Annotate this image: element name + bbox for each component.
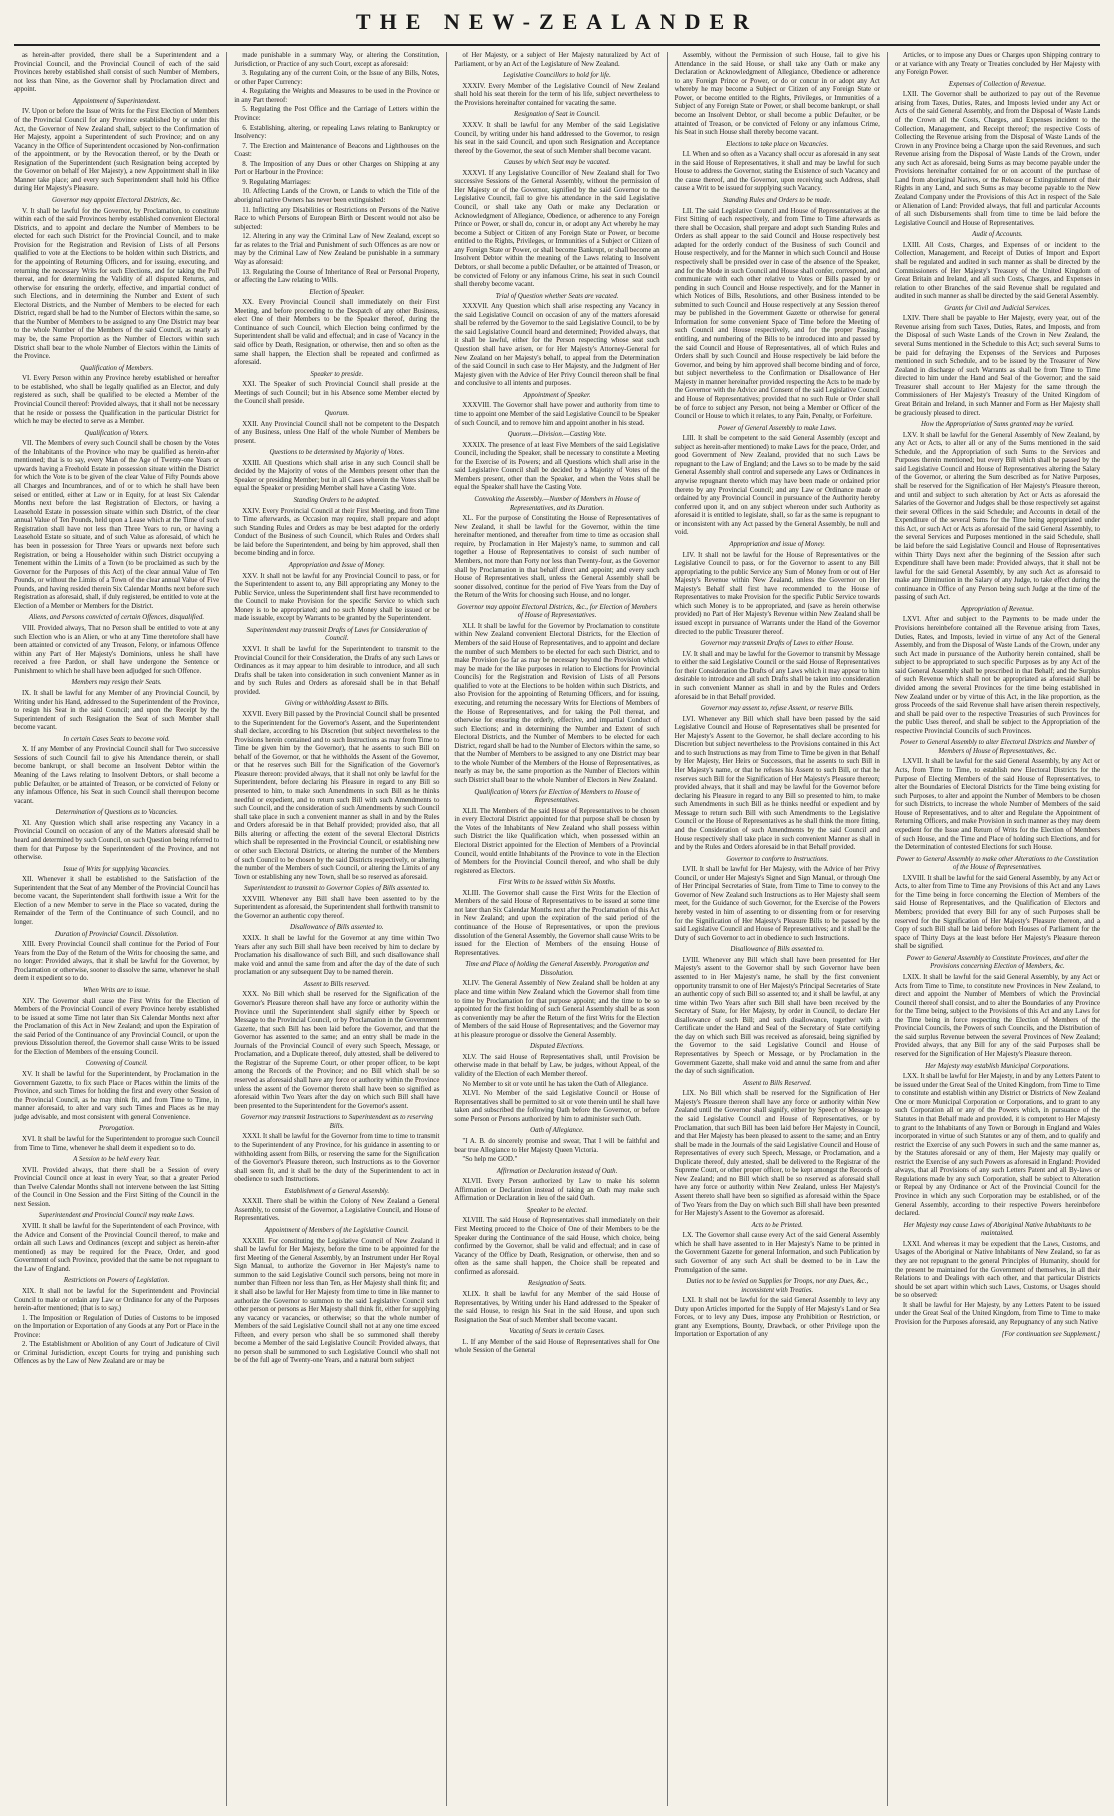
paragraph: L. If any Member of the said House of Representatives shall for One whole Session of the General: [454, 1338, 660, 1355]
section-heading: Appropriation of Revenue.: [960, 605, 1034, 613]
paragraph: XXXVI. If any Legislative Councillor of New Zealand shall for Two successive Sessions of the General Assembly, without the permission of Her Majesty or of the Governor, signified by the said Governor to the Legislative Council, fail to give his attendance in the said Legislative Council, or shall take any Oath or make any Declaration or Acknowledgment of Allegiance, Obedience, or adherence to any Foreign Prince or Power, or shall do, concur in, or adopt any Act whereby he may become a Subject or Citizen of any Foreign State or Power, or become entitled to the Rights, Privileges, or Immunities of a Subject or Citizen of any Foreign State or Power, or shall become Bankrupt, or shall become an Insolvent Debtor within the meaning of the Laws relating to Insolvent Debtors, or shall become a public Defaulter, or be attainted of Treason, or be convicted of Felony or any infamous Crime, his seat in such Council shall thereby become vacant.: [454, 169, 660, 289]
paragraph: XXXI. It shall be lawful for the Governor from time to time to transmit to the Superintendent of any Province, for his guidance in assenting to or withholding assent from Bills, or reserving the same for the Signification of the Governor's Pleasure thereon, such Instructions as to the Governor shall seem fit, and it shall be the duty of the Superintendent to act in obedience to such Instructions.: [234, 1133, 440, 1184]
section-heading: Power to General Assembly to Constitute Provinces, and alter the Provisions concerning Election of Members, &c.: [906, 954, 1089, 971]
column-4: [667, 52, 887, 1806]
continuation-note: [For continuation see Supplement.]: [1001, 1331, 1101, 1339]
section-heading: Resignation of Seat in Council.: [514, 111, 600, 119]
paragraph: 13. Regulating the Course of Inheritance of Real or Personal Property, or affecting the Law relating to Wills.: [234, 268, 440, 285]
paragraph: 1. The Imposition or Regulation of Duties of Customs to be imposed on the Importation or Exportation of any Goods at any Port or Place in the Province:: [14, 1314, 220, 1339]
paragraph: XXXIV. Every Member of the Legislative Council of New Zealand shall hold his seat therein for the term of his life, subject nevertheless to the Provisions hereinafter contained for vacating the same.: [454, 82, 660, 107]
paragraph: LXV. It shall be lawful for the General Assembly of New Zealand, by any Act or Acts, to alter all or any of the Sums mentioned in the said Schedule, and the Appropriation of such Sums to the Services and Purposes therein mentioned; but every Bill which shall be passed by the said Legislative Council and House of Representatives altering the Salary of the Governor, or altering the Sum described as for Native Purposes, shall be reserved for the Signification of Her Majesty's Pleasure thereon, and until and subject to such alteration by Act or Acts as aforesaid the Salaries of the Governor and Judges shall be those respectively set against their several Offices in the said Schedule; and Accounts in detail of the Expenditure of the several Sums for the Time being appropriated under this Act, or such Act or Acts as aforesaid of the said General Assembly, to the several Services and Purposes mentioned in the said Schedule, shall be laid before the said Legislative Council and House of Representatives within Thirty Days next after the beginning of the Session after such Expenditure shall have been made: Provided always, that it shall not be lawful for the said General Assembly, by any such Act as aforesaid to make any Diminution in the Salary of any Judge, to take effect during the continuance in Office of any Person being such Judge at the time of the passing of such Act.: [894, 431, 1101, 602]
section-heading: When Writs are to issue.: [83, 986, 151, 994]
paragraph: XXIV. Every Provincial Council at their First Meeting, and from Time to Time afterwards, as Occasion may require, shall prepare and adopt such Standing Rules and Orders as may be best adapted for the orderly Conduct of the Business of such Council, which Rules and Orders shall be laid before the Superintendent, and being by him approved, shall then become binding and in force.: [234, 507, 440, 558]
paragraph: XIV. The Governor shall cause the First Writs for the Election of Members of the Provincial Council of every Province hereby established to be issued at some Time not later than Six Calendar Months next after the Proclamation of this Act in New Zealand; and upon the Expiration of the said Period of the Continuance of any Provincial Council, or upon the previous Dissolution thereof, the Governor shall cause Writs to be issued for the Election of Members of the ensuing Council.: [14, 997, 220, 1056]
paragraph: IV. Upon or before the Issue of Writs for the First Election of Members of the Provincial Council for any Province established by or under this Act, the Governor of New Zealand shall, subject to the Confirmation of Her Majesty, appoint a Superintendent of such Province; and on any Vacancy in the Office of Superintendent occasioned by Non-confirmation of the appointment, or by the Revocation thereof, or by the Death or Resignation of the Superintendent (such Resignation being accepted by the Governor on behalf of Her Majesty), a new Appointment shall in like Manner take place; and every such Superintendent shall hold his Office during Her Majesty's Pleasure.: [14, 108, 220, 193]
paragraph: XVII. Provided always, that there shall be a Session of every Provincial Council once at least in every Year, so that a greater Period than Twelve Calendar Months shall not intervene between the last Sitting of the Council in One Session and the First Sitting of the Council in the next Session.: [14, 1166, 220, 1208]
section-heading: Power to General Assembly to make other Alterations to the Constitution of the House of Representatives.: [896, 855, 1099, 872]
paragraph: XLII. The Members of the said House of Representatives to be chosen in every Electoral District appointed for that purpose shall be chosen by the Votes of the Inhabitants of New Zealand who shall possess within such District the like Qualification which, when possessed within an Electoral District appointed for the Election of Members of a Provincial Council, would entitle Inhabitants of the Province to vote in the Election of Members for the Provincial Council thereof, and who shall be duly registered as Electors.: [454, 807, 660, 875]
paragraph: LVIII. Whenever any Bill which shall have been presented for Her Majesty's assent to the Governor shall by such Governor have been assented to in Her Majesty's name, he shall by the first convenient opportunity transmit to one of Her Majesty's Principal Secretaries of State an authentic copy of such Bill so assented to; and it shall be lawful, at any time within Two Years after such Bill shall have been received by the Secretary of State, for Her Majesty, by order in Council, to declare Her disallowance of such Bill; and such disallowance, together with a Certificate under the Hand and Seal of the Secretary of State certifying the day on which such Bill was received as aforesaid, being signified by the Governor to the said Legislative Council and House of Representatives by Speech or Message, or by Proclamation in the Government Gazette, shall make void and annul the same from and after the day of such signification.: [674, 956, 880, 1076]
paragraph: IX. It shall be lawful for any Member of any Provincial Council, by Writing under his Hand, addressed to the Superintendent of the Province, to resign his Seat in the said Council; and upon the Receipt by the Superintendent of such Resignation the Seat of such Member shall become vacant.: [14, 689, 220, 732]
column-2: [226, 52, 446, 1806]
section-heading: Disallowance of Bills assented to.: [290, 924, 384, 932]
section-heading: Duration of Provincial Council. Dissolution.: [54, 930, 179, 938]
paragraph: XVIII. It shall be lawful for the Superintendent of each Province, with the Advice and Consent of the Provincial Council thereof, to make and ordain all such Laws and Ordinances (except and subject as herein-after mentioned) as may be required for the Peace, Order, and good Government of such Province, provided that the same be not repugnant to the Law of England.: [14, 1223, 220, 1273]
section-heading: How the Appropriation of Sums granted may be varied.: [920, 421, 1074, 429]
section-heading: Convening of Council.: [85, 1060, 148, 1068]
paragraph: Assembly, without the Permission of such House, fail to give his Attendance in the said House, or shall take any Oath or make any Declaration or Acknowledgment of Allegiance, Obedience or adherence to any Foreign Prince or Power, or do or concur in or adopt any Act whereby he may become a Subject or Citizen of any Foreign State or Power, or become entitled to the Rights, Privileges, or Immunities of a Subject of any Foreign State or Power, or shall become bankrupt, or shall become an Insolvent Debtor, or shall become a public Defaulter, or be attainted of Treason, or be convicted of Felony or any infamous Crime, his Seat in such House shall thereby become vacant.: [674, 52, 880, 137]
column-3: [446, 52, 666, 1806]
paragraph: VIII. Provided always, That no Person shall be entitled to vote at any such Election who is an Alien, or who at any Time theretofore shall have been attainted or convicted of any Treason, Felony, or infamous Offence within any Part of Her Majesty's Dominions, unless he shall have received a free Pardon, or shall have undergone the Sentence or Punishment to which he shall have been adjudged for such Offence.: [14, 625, 220, 675]
paragraph: LVII. It shall be lawful for Her Majesty, with the Advice of her Privy Council, or under Her Majesty's Signet and Sign Manual, or through One of Her Principal Secretaries of State, from Time to Time to convey to the Governor of New Zealand such Instructions as to Her Majesty shall seem meet, for the Guidance of such Governor, for the Exercise of the Powers hereby vested in him of assenting to or dissenting from or for reserving for the Signification of Her Majesty's Pleasure Bills to be passed by the said Legislative Council and House of Representatives; and it shall be the Duty of such Governor to act in obedience to such Instructions.: [674, 866, 880, 942]
paragraph: LXIX. It shall be lawful for the said General Assembly, by any Act or Acts from Time to Time, to constitute new Provinces in New Zealand, to direct and appoint the Number of Members of which the Provincial Council thereof shall consist, and to alter the Boundaries of any Province for the Time being, subject to the Provisions of this Act and any Laws for the Time being in force respecting the Election of Members of the Provincial Councils, the Powers of such Councils, and the Distribution of the said surplus Revenue between the several Provinces of New Zealand; Provided always, that any Bill for any of the said Purposes shall be reserved for the Signification of Her Majesty's Pleasure thereon.: [894, 973, 1101, 1058]
section-heading: Qualification of Members.: [80, 364, 154, 372]
paragraph: XLVIII. The said House of Representatives shall immediately on their First Meeting proceed to the Choice of One of their Members to be the Speaker during the Continuance of the said House, which choice, being confirmed by the Governor, shall be valid and effectual; and in case of Vacancy of the Office by Death, Resignation, or otherwise, then and so often as the same shall happen, the Choice shall be repeated and confirmed as aforesaid.: [454, 1217, 660, 1276]
article-columns: [14, 52, 1100, 1806]
section-heading: Vacating of Seats in certain Cases.: [509, 1328, 605, 1336]
section-heading: Convoking the Assembly.—Number of Members in House of Representatives, and its Duration.: [474, 496, 640, 512]
section-heading: Assent to Bills reserved.: [303, 980, 370, 988]
paragraph: LXIV. There shall be payable to Her Majesty, every year, out of the Revenue arising from such Taxes, Duties, Rates, and Imposts, and from the Disposal of such Waste Lands of the Crown in New Zealand, the several Sums mentioned in the Schedule to this Act; such several Sums to be paid for defraying the Expenses of the Services and Purposes mentioned in such Schedule, and to be issued by the Treasurer of New Zealand in discharge of such Warrants as shall be from Time to Time directed to him under the Hand and Seal of the Governor; and the said Treasurer shall account to Her Majesty for the same through the Commissioners of Her Majesty's Treasury of the United Kingdom of Great Britain and Ireland, in such Manner and Form as Her Majesty shall be graciously pleased to direct.: [894, 315, 1101, 417]
section-heading: Time and Place of holding the General Assembly. Prorogation and Dissolution.: [465, 961, 649, 977]
section-heading: Grants for Civil and Judicial Services.: [944, 304, 1051, 312]
column-1: [14, 52, 226, 1806]
section-heading: Disputed Elections.: [530, 1043, 584, 1051]
paragraph: XL. For the purpose of Constituting the House of Representatives of New Zealand, it shall be lawful for the Governor, within the time hereinafter mentioned, and thereafter from time to time as occasion shall require, by Proclamation in Her Majesty's name, to summon and call together a House of Representatives to consist of such number of Members, not more than Forty nor less than Twenty-four, as the Governor shall by Proclamation in that behalf direct and appoint; and every such House of Representatives shall, unless the General Assembly shall be sooner dissolved, continue for the period of Five Years from the Day of the Return of the Writs for choosing such House, and no longer.: [454, 515, 660, 600]
section-heading: Affirmation or Declaration instead of Oath.: [496, 1167, 618, 1175]
section-heading: Giving or withholding Assent to Bills.: [284, 700, 389, 708]
section-heading: First Writs to be issued within Six Months.: [498, 879, 616, 887]
paragraph: V. It shall be lawful for the Governor, by Proclamation, to constitute within each of the said Provinces hereby established convenient Electoral Districts, and to appoint and declare the Number of Members to be elected for each such District for the Provincial Council, and to make Provision for the Registration and Revision of Lists of all Persons qualified to vote at the Elections to be holden within such Districts, and for the appointing of Returning Officers, and for issuing, executing, and returning the necessary Writs for such Elections, and for taking the Poll thereat, and for determining the Validity of all disputed Returns, and otherwise for ensuring the orderly, effective, and impartial conduct of such Elections, and in determining the Number and Extent of such Electoral Districts, and the Number of Members to be elected for each District, regard shall be had to the Number of Electors within the same, so that the Number of Members to be assigned to any One District may bear to the whole Number of the Members of the said Council, as nearly as may be, the same Proportion as the Number of Electors within such District shall bear to the whole Number of Electors within the Limits of the Province.: [14, 207, 220, 361]
section-heading: Resignation of Seats.: [528, 1280, 586, 1288]
paragraph: 5. Regulating the Post Office and the Carriage of Letters within the Province:: [234, 106, 440, 122]
paragraph: It shall be lawful for Her Majesty, by any Letters Patent to be issued under the Great Seal of the United Kingdom, from Time to Time to make Provision for the Purposes aforesaid, any Repugnancy of any such Native: [894, 1301, 1101, 1326]
paragraph: "I A. B. do sincerely promise and swear, That I will be faithful and bear true Allegiance to Her Majesty Queen Victoria.: [454, 1137, 660, 1154]
section-heading: A Session to be held every Year.: [73, 1156, 161, 1164]
section-heading: Oath of Allegiance.: [530, 1127, 584, 1135]
section-heading: Appropriation and issue of Money.: [729, 540, 826, 548]
section-heading: Establishment of a General Assembly.: [284, 1187, 390, 1195]
paragraph: 3. Regulating any of the current Coin, or the Issue of any Bills, Notes, or other Paper Currency:: [234, 70, 440, 86]
section-heading: Audit of Accounts.: [972, 231, 1023, 239]
paragraph: LXVI. After and subject to the Payments to be made under the Provisions hereinbefore contained all the Revenue arising from Taxes, Duties, Rates, and Imposts, levied in virtue of any Act of the General Assembly, and from the Disposal of Waste Lands of the Crown, under any such Act made in pursuance of the Authority herein contained, shall be subject to be appropriated to such specific Purposes as by any Act of the said General Assembly shall be prescribed in that Behalf; and the Surplus of such Revenue which shall not be appropriated as aforesaid shall be divided among the several Provinces for the time being established in New Zealand under or by virtue of this Act, in the like proportion, as the gross Proceeds of the said Revenue shall have arisen therein respectively, and shall be paid over to the respective Treasuries of such Provinces for the public Uses thereof, and shall be subject to the Appropriation of the respective Provincial Councils of such Provinces.: [894, 616, 1101, 735]
masthead-title: THE NEW-ZEALANDER: [355, 9, 759, 34]
paragraph: 2. The Establishment or Abolition of any Court of Judicature of Civil or Criminal Jurisdiction, except Courts for trying and punishing such Offences as by the Law of New Zealand are or may be: [14, 1341, 220, 1366]
paragraph: LXXI. And whereas it may be expedient that the Laws, Customs, and Usages of the Aboriginal or Native Inhabitants of New Zealand, so far as they are not repugnant to the general Principles of Humanity, should for the present be maintained for the Government of themselves, in all their Relations to and Dealings with each other, and that particular Districts should be set apart within which such Laws, Customs, or Usages should be so observed:: [894, 1240, 1101, 1300]
section-heading: Acts to be Printed.: [751, 1221, 803, 1229]
paragraph: XI. Any Question which shall arise respecting any Vacancy in a Provincial Council on occasion of any of the Matters aforesaid shall be heard and determined by such Council, on such Question being referred to them for that Purpose by the Superintendent of the Province, and not otherwise.: [14, 819, 220, 862]
paragraph: LIV. It shall not be lawful for the House of Representatives or the Legislative Council to pass, or for the Governor to assent to any Bill appropriating to the public Service any Sum of Money from or out of Her Majesty's Revenue within New Zealand, unless the Governor on Her Majesty's Behalf shall first have recommended to the House of Representatives to make Provision for the specific Public Service towards which such Money is to be appropriated, and (save as herein otherwise provided) no Part of Her Majesty's Revenue within New Zealand shall be issued except in pursuance of Warrants under the Hand of the Governor directed to the public Treasurer thereof.: [674, 551, 880, 636]
paragraph: XV. It shall be lawful for the Superintendent, by Proclamation in the Government Gazette, to fix such Place or Places within the limits of the Province, and such Times for holding the first and every other Session of the Provincial Council, as he may think fit, and from Time to Time, in manner aforesaid, to alter and vary such Times and Places as he may judge advisable, and most consistent with general Convenience.: [14, 1071, 220, 1121]
paragraph: XXV. It shall not be lawful for any Provincial Council to pass, or for the Superintendent to assent to, any Bill appropriating any Money to the Public Service, unless the Superintendent shall first have recommended to the Council to make Provision for the specific Service to which such Money is to be appropriated; and no such Money shall be issued or be made issuable, except by Warrants to be granted by the Superintendent.: [234, 572, 440, 623]
section-heading: Trial of Question whether Seats are vacated.: [495, 292, 619, 300]
paragraph: LX. The Governor shall cause every Act of the said General Assembly which he shall have assented to in Her Majesty's Name to be printed in the Government Gazette for general Information, and such Publication by such Governor of any such Act shall be deemed to be in Law the Promulgation of the same.: [674, 1232, 880, 1274]
paragraph: XIX. It shall not be lawful for the Superintendent and Provincial Council to make or ordain any Law or Ordinance for any of the Purposes herein-after mentioned; (that is to say,): [14, 1287, 220, 1313]
paragraph: LXII. The Governor shall be authorized to pay out of the Revenue arising from Taxes, Duties, Rates, and Imposts levied under any Act or Acts of the said General Assembly, and from the Disposal of Waste Lands of the Crown all the Costs, Charges, and Expenses incident to the Collection, Management, and Receipt thereof; the respective Costs of Collecting the Revenue arising from the Disposal of Waste Lands of the Crown in any Province being a Charge upon the said Revenues, and such Revenue arising from the Disposal of Waste Lands of the Crown, under any such Act as aforesaid, being Sums as may become payable under the Provisions hereinafter contained for or on account of the purchase of Land from aboriginal Natives, or the Release or Extinguishment of their Rights in any Land, and such Sums as may become payable to the New Zealand Company under the Provisions of this Act in respect of the Sale or Alienation of Land: Provided always, that full and particular Accounts of all such Disbursements shall from time to time be laid before the Legislative Council and House of Representatives.: [894, 91, 1101, 227]
section-heading: Aliens, and Persons convicted of certain Offences, disqualified.: [29, 614, 205, 622]
paragraph: XXVII. Every Bill passed by the Provincial Council shall be presented to the Superintendent for the Governor's Assent, and the Superintendent shall declare, according to his Discretion (but subject nevertheless to the Provisions herein contained and to such Instructions as may from Time to Time be given him by the Governor), that he assents to such Bill on behalf of the Governor, or that he withholds the Assent of the Governor, or that he reserves such Bill for the Signification of the Governor's Pleasure thereon: provided always, that it shall not only be lawful for the Superintendent, before declaring his Pleasure in regard to any Bill so presented to him, to make such Amendments in such Bill as he thinks needful or expedient, and to return such Bill with such Amendments to such Council, and the consideration of such Amendments by such Council shall take place in such a convenient manner as shall in and by the Rules and Orders aforesaid be in that Behalf provided; provided also, that all Bills altering or affecting the extent of the several Electoral Districts which shall be represented in the Provincial Council, or establishing new or other such Electoral Districts, or altering the number of the Members of such Council to be chosen by the said Districts respectively, or altering the number of the Members of such Council, or altering the Limits of any Town or establishing any new Town, shall be so reserved as aforesaid.: [234, 710, 440, 881]
section-heading: Assent to Bills Reserved.: [743, 1079, 812, 1087]
section-heading: Quorum.—Division.—Casting Vote.: [507, 431, 607, 439]
paragraph: LXVIII. It shall be lawful for the said General Assembly, by any Act or Acts, to alter from Time to Time any Provisions of this Act and any Laws for the Time being in force concerning the Election of Members of the said House of Representatives, and the Qualification of Electors and Members; provided that every Bill for any of such Purposes shall be reserved for the Signification of Her Majesty's Pleasure thereon, and a Copy of such Bill shall be laid before both Houses of Parliament for the space of Thirty Days at the least before Her Majesty's Pleasure thereon shall be signified.: [894, 874, 1101, 951]
section-heading: Appropriation and Issue of Money.: [288, 561, 385, 569]
paragraph: XXX. No Bill which shall be reserved for the Signification of the Governor's Pleasure thereon shall have any force or authority within the Province until the Superintendent shall signify either by Speech or Message to the Provincial Council, or by Proclamation in the Government Gazette, that such Bill has been laid before the Governor, and that the Governor has assented to the same; and an entry shall be made in the Journals of the Provincial Council of every such Speech, Message, or Proclamation, and a Duplicate thereof, duly attested, shall be delivered to the Registrar of the Supreme Court, or other proper officer, to be kept among the Records of the Province; and no Bill which shall be so reserved as aforesaid shall have any force or authority within the Province unless the assent of the Governor thereto shall have been so signified as aforesaid within Two Years after the day on which such Bill shall have been presented to the Superintendent for the Governor's assent.: [234, 991, 440, 1110]
paragraph: XX. Every Provincial Council shall immediately on their First Meeting, and before proceeding to the Despatch of any other Business, elect One of their Members to be the Speaker thereof, during the Continuance of such Council, which Election being confirmed by the Superintendent shall be valid and effectual; and in case of Vacancy in the said office by Death, Resignation, or otherwise, then and so often as the same shall happen, the Election shall be repeated and confirmed as aforesaid.: [234, 299, 440, 367]
section-heading: Governor to conform to Instructions.: [726, 855, 829, 863]
section-heading: Superintendent to transmit to Governor Copies of Bills assented to.: [243, 885, 430, 893]
paragraph: "So help me GOD.": [462, 1156, 518, 1164]
paragraph: LIX. No Bill which shall be reserved for the Signification of Her Majesty's Pleasure thereon shall have any force or authority within New Zealand until the Governor shall signify, either by Speech or Message to the said Legislative Council and House of Representatives, or by Proclamation, that such Bill has been laid before Her Majesty in Council, and that Her Majesty has been pleased to assent to the same; and an Entry shall be made in the Journals of the said Legislative Council and House of Representatives of every such Speech, Message, or Proclamation, and a Duplicate thereof, duly attested, shall be delivered to the Registrar of the Supreme Court, or other proper officer, to be kept amongst the Records of New Zealand; and no Bill which shall be so reserved as aforesaid shall have any force or authority within New Zealand, unless Her Majesty's Assent thereto shall have been so signified as aforesaid within the Space of Two Years from the Day on which such Bill shall have been presented for Her Majesty's Assent to the Governor as aforesaid.: [674, 1090, 880, 1218]
paragraph: XXXII. There shall be within the Colony of New Zealand a General Assembly, to consist of the Governor, a Legislative Council, and House of Representatives.: [234, 1198, 440, 1223]
paragraph: LXIII. All Costs, Charges, and Expenses of or incident to the Collection, Management, and Receipt of Duties of Import and Export shall be regulated and audited in such manner as shall be directed by the Commissioners of Her Majesty's Treasury of the United Kingdom of Great Britain and Ireland, and all such Costs, Charges, and Expenses in relation to other Branches of the said Revenue shall be regulated and audited in such manner as shall be directed by the said General Assembly.: [894, 241, 1101, 301]
paragraph: Articles, or to impose any Dues or Charges upon Shipping contrary to or at variance with any Treaty or Treaties concluded by Her Majesty with any Foreign Power.: [894, 52, 1101, 77]
section-heading: Determination of Questions as to Vacancies.: [55, 809, 178, 817]
section-heading: Prorogation.: [98, 1125, 135, 1133]
paragraph: LI. When and so often as a Vacancy shall occur as aforesaid in any seat in the said House of Representatives, it shall and may be lawful for such House to address the Governor, stating the Existence of such Vacancy and the cause thereof, and the Governor, upon receiving such Address, shall cause a Writ to be issued for supplying such Vacancy.: [674, 151, 880, 193]
section-heading: Standing Rules and Orders to be made.: [723, 197, 832, 204]
section-heading: Legislative Councillors to hold for life.: [503, 72, 611, 80]
paragraph: 11. Inflicting any Disabilities or Restrictions on Persons of the Native Race to which Persons of European Birth or Descent would not also be subjected:: [234, 206, 440, 231]
paragraph: No Member to sit or vote until he has taken the Oath of Allegiance.: [462, 1080, 649, 1088]
section-heading: Expenses of Collection of Revenue.: [948, 80, 1046, 88]
paragraph: XVI. It shall be lawful for the Superintendent to prorogue such Council from Time to Time, whenever he shall deem it expedient so to do.: [14, 1135, 220, 1152]
section-heading: Power to General Assembly to alter Electoral Districts and Number of Members of House of Representatives, &c.: [900, 739, 1095, 755]
paragraph: 9. Regulating Marriages:: [242, 178, 311, 186]
paragraph: XLI. It shall be lawful for the Governor by Proclamation to constitute within New Zealand convenient Electoral Districts, for the Election of Members of the said House of Representatives, and to appoint and declare the number of such Members to be elected for each such District, and to make Provision (so far as may be necessary beyond the Provision which may be made for the like purposes in relation to Elections for Provincial Councils) for the Registration and Revision of Lists of all Persons qualified to vote at the Elections to be holden within such Districts, and also Provision for the appointing of Returning Officers, and for issuing, executing, and returning the necessary Writs for Elections of Members of the House of Representatives, and for taking the Poll thereat, and otherwise for ensuring the orderly, effective, and impartial Conduct of such Elections; and in determining the Number and Extent of such Electoral Districts, and the Number of Members to be elected for each District, regard shall be had to the Number of Electors within the same, so that the Number of Members to be assigned to any one District may bear to the whole Number of the Members of the House of Representatives, as nearly as may be, the same proportion as the Number of Electors within such District shall bear to the whole Number of Electors in New Zealand.: [454, 622, 660, 784]
section-heading: Election of Speaker.: [309, 288, 365, 296]
section-heading: Her Majesty may cause Laws of Aboriginal Native Inhabitants to be maintained.: [903, 1221, 1092, 1238]
section-heading: Power of General Assembly to make Laws.: [718, 424, 837, 432]
paragraph: XXIII. All Questions which shall arise in any such Council shall be decided by the Majority of votes of the Members present other than the Speaker or presiding Member; but in all Cases wherein the Votes shall be equal the Speaker or presiding Member shall have a Casting Vote.: [234, 459, 440, 493]
section-heading: Her Majesty may establish Municipal Corporations.: [925, 1062, 1070, 1070]
section-heading: In certain Cases Seats to become void.: [63, 735, 170, 743]
section-heading: Quorum.: [324, 409, 350, 417]
section-heading: Appointment of Superintendent.: [72, 97, 161, 105]
paragraph: XLV. The said House of Representatives shall, until Provision be otherwise made in that behalf by Law, be judges, without Appeal, of the validity of the Election of each Member thereof.: [454, 1053, 660, 1078]
section-heading: Governor may appoint Electoral Districts, &c., for Election of Members of House of Representatives.: [457, 603, 657, 620]
section-heading: Standing Orders to be adopted.: [293, 497, 381, 504]
section-heading: Governor may transmit Drafts of Laws to either House.: [700, 640, 854, 648]
masthead: [14, 0, 1100, 46]
paragraph: XLIV. The General Assembly of New Zealand shall be holden at any place and time within New Zealand which the Governor shall from time to time by Proclamation for that purpose appoint; and the time to be so appointed for the first holding of such General Assembly shall be as soon as conveniently may be after the Return of the first Writs for the Election of Members of the said House of Representatives; and the Governor may at his pleasure prorogue or dissolve the General Assembly.: [454, 980, 660, 1039]
paragraph: XXXIX. The presence of at least Five Members of the said Legislative Council, including the Speaker, shall be necessary to constitute a Meeting for the Exercise of its Powers; and all Questions which shall arise in the said Legislative Council shall be decided by a Majority of Votes of the Members present, other than the Speaker, and when the Votes shall be equal the Speaker shall have the Casting Vote.: [454, 441, 660, 492]
section-heading: Qualification of Voters.: [84, 429, 149, 437]
section-heading: Superintendent may transmit Drafts of Laws for Consideration of Council.: [246, 626, 427, 643]
section-heading: Governor may assent to, refuse Assent, or reserve Bills.: [700, 705, 854, 713]
paragraph: of Her Majesty, or a subject of Her Majesty naturalized by Act of Parliament, or by an Act of the Legislature of New Zealand.: [454, 52, 660, 68]
section-heading: Members may resign their Seats.: [71, 679, 162, 687]
paragraph: XLIII. The Governor shall cause the First Writs for the Election of Members of the said House of Representatives to be issued at some time not later than Six Calendar Months next after the Proclamation of this Act in New Zealand; and upon the expiration of the said period of the continuance of the House of Representatives, or upon the previous dissolution of the General Assembly, the Governor shall cause Writs to be issued for the Election of Members of the ensuing House of Representatives.: [454, 889, 660, 957]
section-heading: Restrictions on Powers of Legislation.: [63, 1277, 170, 1285]
section-heading: Speaker to preside.: [310, 370, 364, 378]
section-heading: Superintendent and Provincial Council may make Laws.: [38, 1212, 195, 1220]
paragraph: XIII. Every Provincial Council shall continue for the Period of Four Years from the Day of the Return of the Writs for choosing the same, and no longer: Provided always, that it shall be lawful for the Governor, by Proclamation or otherwise, sooner to dissolve the same, whenever he shall deem it expedient so to do.: [14, 941, 220, 983]
paragraph: VII. The Members of every such Council shall be chosen by the Votes of the Inhabitants of the Province who may be qualified as herein-after mentioned; that is to say, every Man of the Age of Twenty-one Years or upwards having a Freehold Estate in possession situate within the District for which the Vote is to be given of the clear Value of Fifty Pounds above all Charges and Incumbrances, and of or to which he shall have been seised or entitled, either at Law or in Equity, for at least Six Calendar Months next before the last Registration of Electors, or having a Leasehold Estate in possession situate within such District, of the clear annual Value of Ten Pounds, held upon a Lease which at the Time of such Registration shall have not less than Three Years to run, or having a Leasehold Estate so situate, and of such Value as aforesaid, of which he has been in possession for Three Years or upwards next before such Registration, or being a Householder within such District occupying a Tenement within the Limits of a Town (to be proclaimed as such by the Governor for the Purposes of this Act) of the clear annual Value of Ten Pounds, or without the Limits of a Town of the clear annual Value of Five Pounds, and having resided therein Six Calendar Months next before such Registration as aforesaid, shall, if duly registered, be entitled to vote at the Election of a Member or Members for the District.: [14, 440, 220, 610]
section-heading: Appointment of Members of the Legislative Council.: [264, 1227, 409, 1234]
paragraph: XXVIII. Whenever any Bill shall have been assented to by the Superintendent as aforesaid, the Superintendent shall forthwith transmit to the Governor an authentic copy thereof.: [234, 895, 440, 920]
paragraph: LII. The said Legislative Council and House of Representatives at the First Sitting of each respectively, and from Time to Time afterwards as there shall be Occasion, shall prepare and adopt such Standing Rules and Orders as shall appear to the said Council and House respectively best adapted for the orderly conduct of the Business of such Council and House respectively, and for the Manner in which such Council and House respectively shall be presided over in case of the absence of the Speaker, and for the Mode in such Council and House shall confer, correspond, and communicate with each other relative to Votes or Bills passed by or pending in such Council and House respectively, and for the Manner in which Notices of Bills, Resolutions, and other Business intended to be submitted to such Council and House respectively at any Session thereof may be published in the Government Gazette or otherwise for general Information for some convenient Space of Time before the Meeting of such Council and House respectively, and for the proper Passing, entitling, and numbering of the Bills to be introduced into and passed by the said Council and House of Representatives, all of which Rules and Orders shall by such Council and House respectively be laid before the Governor, and being by him approved shall become binding and of force, but subject nevertheless to the Confirmation or Disallowance of Her Majesty in manner hereinafter provided respecting the Acts to be made by the Governor with the Advice and Consent of the said Legislative Council and House of Representatives; provided that no such Rule or Order shall be of force to subject any Person, not being a Member or Officer of the Council or House to which it relates, to any Pain, Penalty, or Forfeiture.: [674, 207, 880, 421]
section-heading: Causes by which Seat may be vacated.: [503, 159, 611, 167]
paragraph: XXII. Any Provincial Council shall not be competent to the Despatch of any Business, unless One Half of the whole Number of Members be present.: [234, 420, 440, 445]
section-heading: Questions to be determined by Majority of Votes.: [269, 449, 405, 457]
paragraph: XXVI. It shall be lawful for the Superintendent to transmit to the Provincial Council for their Consideration, the Drafts of any such Laws or Ordinances as it may appear to him desirable to introduce, and all such Drafts shall be taken into consideration in such convenient Manner as in and by such Rules and Orders as aforesaid shall be in that Behalf provided.: [234, 646, 440, 696]
paragraph: XXIX. It shall be lawful for the Governor at any time within Two Years after any such Bill shall have been received by him to declare by Proclamation his disallowance of such Bill, and such disallowance shall make void and annul the same from and after the day of the date of such proclamation or any subsequent Day to be named therein.: [234, 935, 440, 977]
paragraph: XLVII. Every Person authorized by Law to make his solemn Affirmation or Declaration instead of taking an Oath may make such Affirmation or Declaration in lieu of the said Oath.: [454, 1178, 660, 1203]
paragraph: VI. Every Person within any Province hereby established or hereafter to be established, who shall be legally qualified as an Elector, and duly registered as such, shall be qualified to be elected a Member of the Provincial Council thereof: Provided always, that it shall not be necessary that he reside or possess the Qualification in the particular District for which he may be elected to serve as a Member.: [14, 375, 220, 426]
section-heading: Qualification of Voters for Election of Members to House of Representatives.: [474, 788, 640, 805]
section-heading: Governor may appoint Electoral Districts, &c.: [52, 197, 182, 204]
paragraph: XII. Whenever it shall be established to the Satisfaction of the Superintendent that the Seat of any Member of the Provincial Council has become vacant, the Superintendent shall forthwith issue a Writ for the Election of a new Member to serve in the Place so vacated, during the Remainder of the Term of the Continuance of such Council, and no longer.: [14, 876, 220, 926]
paragraph: 4. Regulating the Weights and Measures to be used in the Province or in any Part thereof:: [234, 88, 440, 104]
paragraph: XXXVII. Any Question which shall arise respecting any Vacancy in the said Legislative Council on occasion of any of the matters aforesaid shall be referred by the Governor to the said Legislative Council, to be by the said Legislative Council heard and determined; Provided always, that it shall be lawful, either for the Person respecting whose seat such Question shall have arisen, or for Her Majesty's Attorney-General for New Zealand on her Majesty's behalf, to appeal from the Determination of the said Council in such case to Her Majesty, and the Judgment of Her Majesty given with the Advice of Her Privy Council thereon shall be final and conclusive to all intents and purposes.: [454, 303, 660, 388]
paragraph: 8. The Imposition of any Dues or other Charges on Shipping at any Port or Harbour in the Province:: [234, 160, 440, 177]
paragraph: LXI. It shall not be lawful for the said General Assembly to levy any Duty upon Articles imported for the Supply of Her Majesty's Land or Sea Forces, or to levy any Dues, impose any Prohibition or Restriction, or grant any Exemptions, Bounty, Drawback, or other Privilege upon the Importation or Exportation of any: [674, 1297, 880, 1339]
section-heading: Disallowance of Bills assented to.: [730, 946, 824, 954]
paragraph: XXXVIII. The Governor shall have power and authority from time to time to appoint one Member of the said Legislative Council to be Speaker of such Council, and to remove him and appoint another in his stead.: [454, 402, 660, 427]
paragraph: XXXIII. For constituting the Legislative Council of New Zealand it shall be lawful for Her Majesty, before the time to be appointed for the first Meeting of the General Assembly, by an Instrument under Her Royal Sign Manual, to authorize the Governor in Her Majesty's name to summon to the said Legislative Council such persons, being not more in number than Fifteen nor less than Ten, as Her Majesty shall think fit; and it shall also be lawful for Her Majesty from time to time in like manner to authorize the Governor to summon to the said Legislative Council such other person or persons as Her Majesty shall think fit, either for supplying any vacancy or vacancies, or otherwise; so that the whole number of Members of the said Legislative Council shall not at any one time exceed Fifteen, and every person who shall be so summoned shall thereby become a Member of the said Legislative Council: Provided always, that no person shall be summoned to such Legislative Council who shall not be of the full age of Twenty-one Years, and a natural born subject: [234, 1237, 440, 1365]
column-5: [887, 52, 1100, 1806]
paragraph: made punishable in a summary Way, or altering the Constitution, Jurisdiction, or Practice of any such Court, except as aforesaid:: [234, 52, 440, 68]
paragraph: X. If any Member of any Provincial Council shall for Two successive Sessions of such Council fail to give his Attendance therein, or shall become bankrupt, or shall become an Insolvent Debtor within the Meaning of the Laws relating to Insolvent Debtors, or shall become a public Defaulter, or be attainted of Treason, or be convicted of Felony or any infamous Offence, his Seat in such Council shall thereupon become vacant.: [14, 746, 220, 805]
paragraph: 10. Affecting Lands of the Crown, or Lands to which the Title of the aboriginal native Owners has never been extinguished:: [234, 188, 440, 204]
paragraph: as herein-after provided, there shall be a Superintendent and a Provincial Council, and the Provincial Council of each of the said Provinces hereby established shall consist of such Number of Members, not less than Nine, as the Governor shall by Proclamation direct and appoint.: [14, 52, 220, 94]
paragraph: LXX. It shall be lawful for Her Majesty, in and by any Letters Patent to be issued under the Great Seal of the United Kingdom, from Time to Time to constitute and establish within any District or Districts of New Zealand One or more Municipal Corporation or Corporations, and to grant to any such Corporation all or any of the Powers which, in pursuance of the Statutes in that Behalf made and provided, it is competent to Her Majesty to grant to the Inhabitants of any Town or Borough in England and Wales incorporated in virtue of such Statutes or any of them, and to qualify and restrict the Exercise of any such Powers in such and the same manner as, by the Statutes aforesaid or any of them, Her Majesty may qualify or restrict the Exercise of any such Powers as aforesaid in England: Provided always, that all Provisions of any such Letters Patent and all By-laws or Regulations made by any such Corporation, shall be subject to Alteration or Repeal by any Ordinance or Act of the Provincial Council for the Province in which any such Corporation may be established, or of the General Assembly, according to their respective Powers hereinbefore declared.: [894, 1073, 1101, 1218]
paragraph: LIII. It shall be competent to the said General Assembly (except and subject as herein-after mentioned) to make Laws for the peace, Order, and good Government of New Zealand, provided that no such Laws be repugnant to the Law of England; and the Laws so to be made by the said General Assembly shall control and supersede any Laws or Ordinances in anywise repugnant thereto which may have been made or ordained prior thereto by any Provincial Council; and any Law or Ordinance made or ordained by any Provincial Council in pursuance of the Authority hereby conferred upon it, and on any subject whereon under such Authority as aforesaid it is entitled to legislate, shall, so far as the same is repugnant to or inconsistent with any Act passed by the General Assembly, be null and void.: [674, 435, 880, 537]
paragraph: 7. The Erection and Maintenance of Beacons and Lighthouses on the Coast:: [234, 142, 440, 159]
paragraph: 12. Altering in any way the Criminal Law of New Zealand, except so far as relates to the Trial and Punishment of such Offences as are now or may by the Criminal Law of New Zealand be punishable in a summary Way as aforesaid:: [234, 233, 440, 266]
section-heading: Duties not to be levied on Supplies for Troops, nor any Dues, &c., inconsistent with Treaties.: [686, 1278, 869, 1294]
section-heading: Issue of Writs for supplying Vacancies.: [63, 865, 170, 873]
section-heading: Governor may transmit Instructions to Superintendent as to reserving Bills.: [240, 1114, 433, 1130]
paragraph: XXXV. It shall be lawful for any Member of the said Legislative Council, by writing under his hand addressed to the Governor, to resign his seat in the said Council, and upon such Resignation and Acceptance thereof by the Governor, the seat of such Member shall become vacant.: [454, 121, 660, 155]
paragraph: LXVII. It shall be lawful for the said General Assembly, by any Act or Acts, from Time to Time, to establish new Electoral Districts for the Purpose of Electing Members of the said House of Representatives, to alter the Boundaries of Electoral Districts for the Time being existing for such Purposes, to alter and appoint the Number of Members to be chosen for such Districts, to increase the whole Number of Members of the said House of Representatives, and to alter and Regulate the Appointment of Returning Officers, and make Provision in such manner as they may deem expedient for the Issue and Return of Writs for the Election of Members of such House, and the Time and Place of holding such Elections, and for the Determination of contested Elections for such House.: [894, 758, 1101, 852]
paragraph: XXI. The Speaker of such Provincial Council shall preside at the Meetings of such Council; but in his Absence some Member elected by the Council shall preside.: [234, 381, 440, 406]
paragraph: XLVI. No Member of the said Legislative Council or House of Representatives shall be permitted to sit or vote therein until he shall have taken and subscribed the following Oath before the Governor, or before some Person or Persons authorized by him to administer such Oath.: [454, 1090, 660, 1123]
paragraph: XLIX. It shall be lawful for any Member of the said House of Representatives, by Writing under his Hand addressed to the Speaker of the said House, to resign his Seat in the said House, and upon such Resignation the Seat of such Member shall become vacant.: [454, 1290, 660, 1324]
section-heading: Elections to take place on Vacancies.: [726, 140, 829, 148]
section-heading: Appointment of Speaker.: [523, 391, 591, 399]
paragraph: LVI. Whenever any Bill which shall have been passed by the said Legislative Council and House of Representatives shall be presented for Her Majesty's Assent to the Governor, he shall declare according to his Discretion but subject nevertheless to the Provisions contained in this Act and to such Instructions as may from Time to Time be given in that Behalf by Her Majesty, Her Heirs or Successors, that he assents to such Bill in Her Majesty's name, or that he refuses his Assent to such Bill, or that he reserves such Bill for the Signification of Her Majesty's Pleasure thereon; provided always, that it shall and may be lawful for the Governor before declaring his Pleasure in regard to any Bill so presented to him, to make such Amendments in such Bill as he thinks needful or expedient and by Message to return such Bill with such Amendments to the Legislative Council or the House of Representatives as he shall think the more fitting, and the Consideration of such Amendments by the said Council and House respectively shall take place in such convenient Manner as shall in and by the Rules and Orders aforesaid be in that Behalf provided.: [674, 715, 880, 852]
section-heading: Speaker to be elected.: [526, 1206, 588, 1214]
paragraph: 6. Establishing, altering, or repealing Laws relating to Bankruptcy or Insolvency:: [234, 124, 440, 141]
paragraph: LV. It shall and may be lawful for the Governor to transmit by Message to either the said Legislative Council or the said House of Representatives for their Consideration the Drafts of any Laws which it may appear to him desirable to introduce and all such Drafts shall be taken into consideration in such convenient Manner as shall in and by the Rules and Orders aforesaid be in that Behalf provided.: [674, 650, 880, 701]
